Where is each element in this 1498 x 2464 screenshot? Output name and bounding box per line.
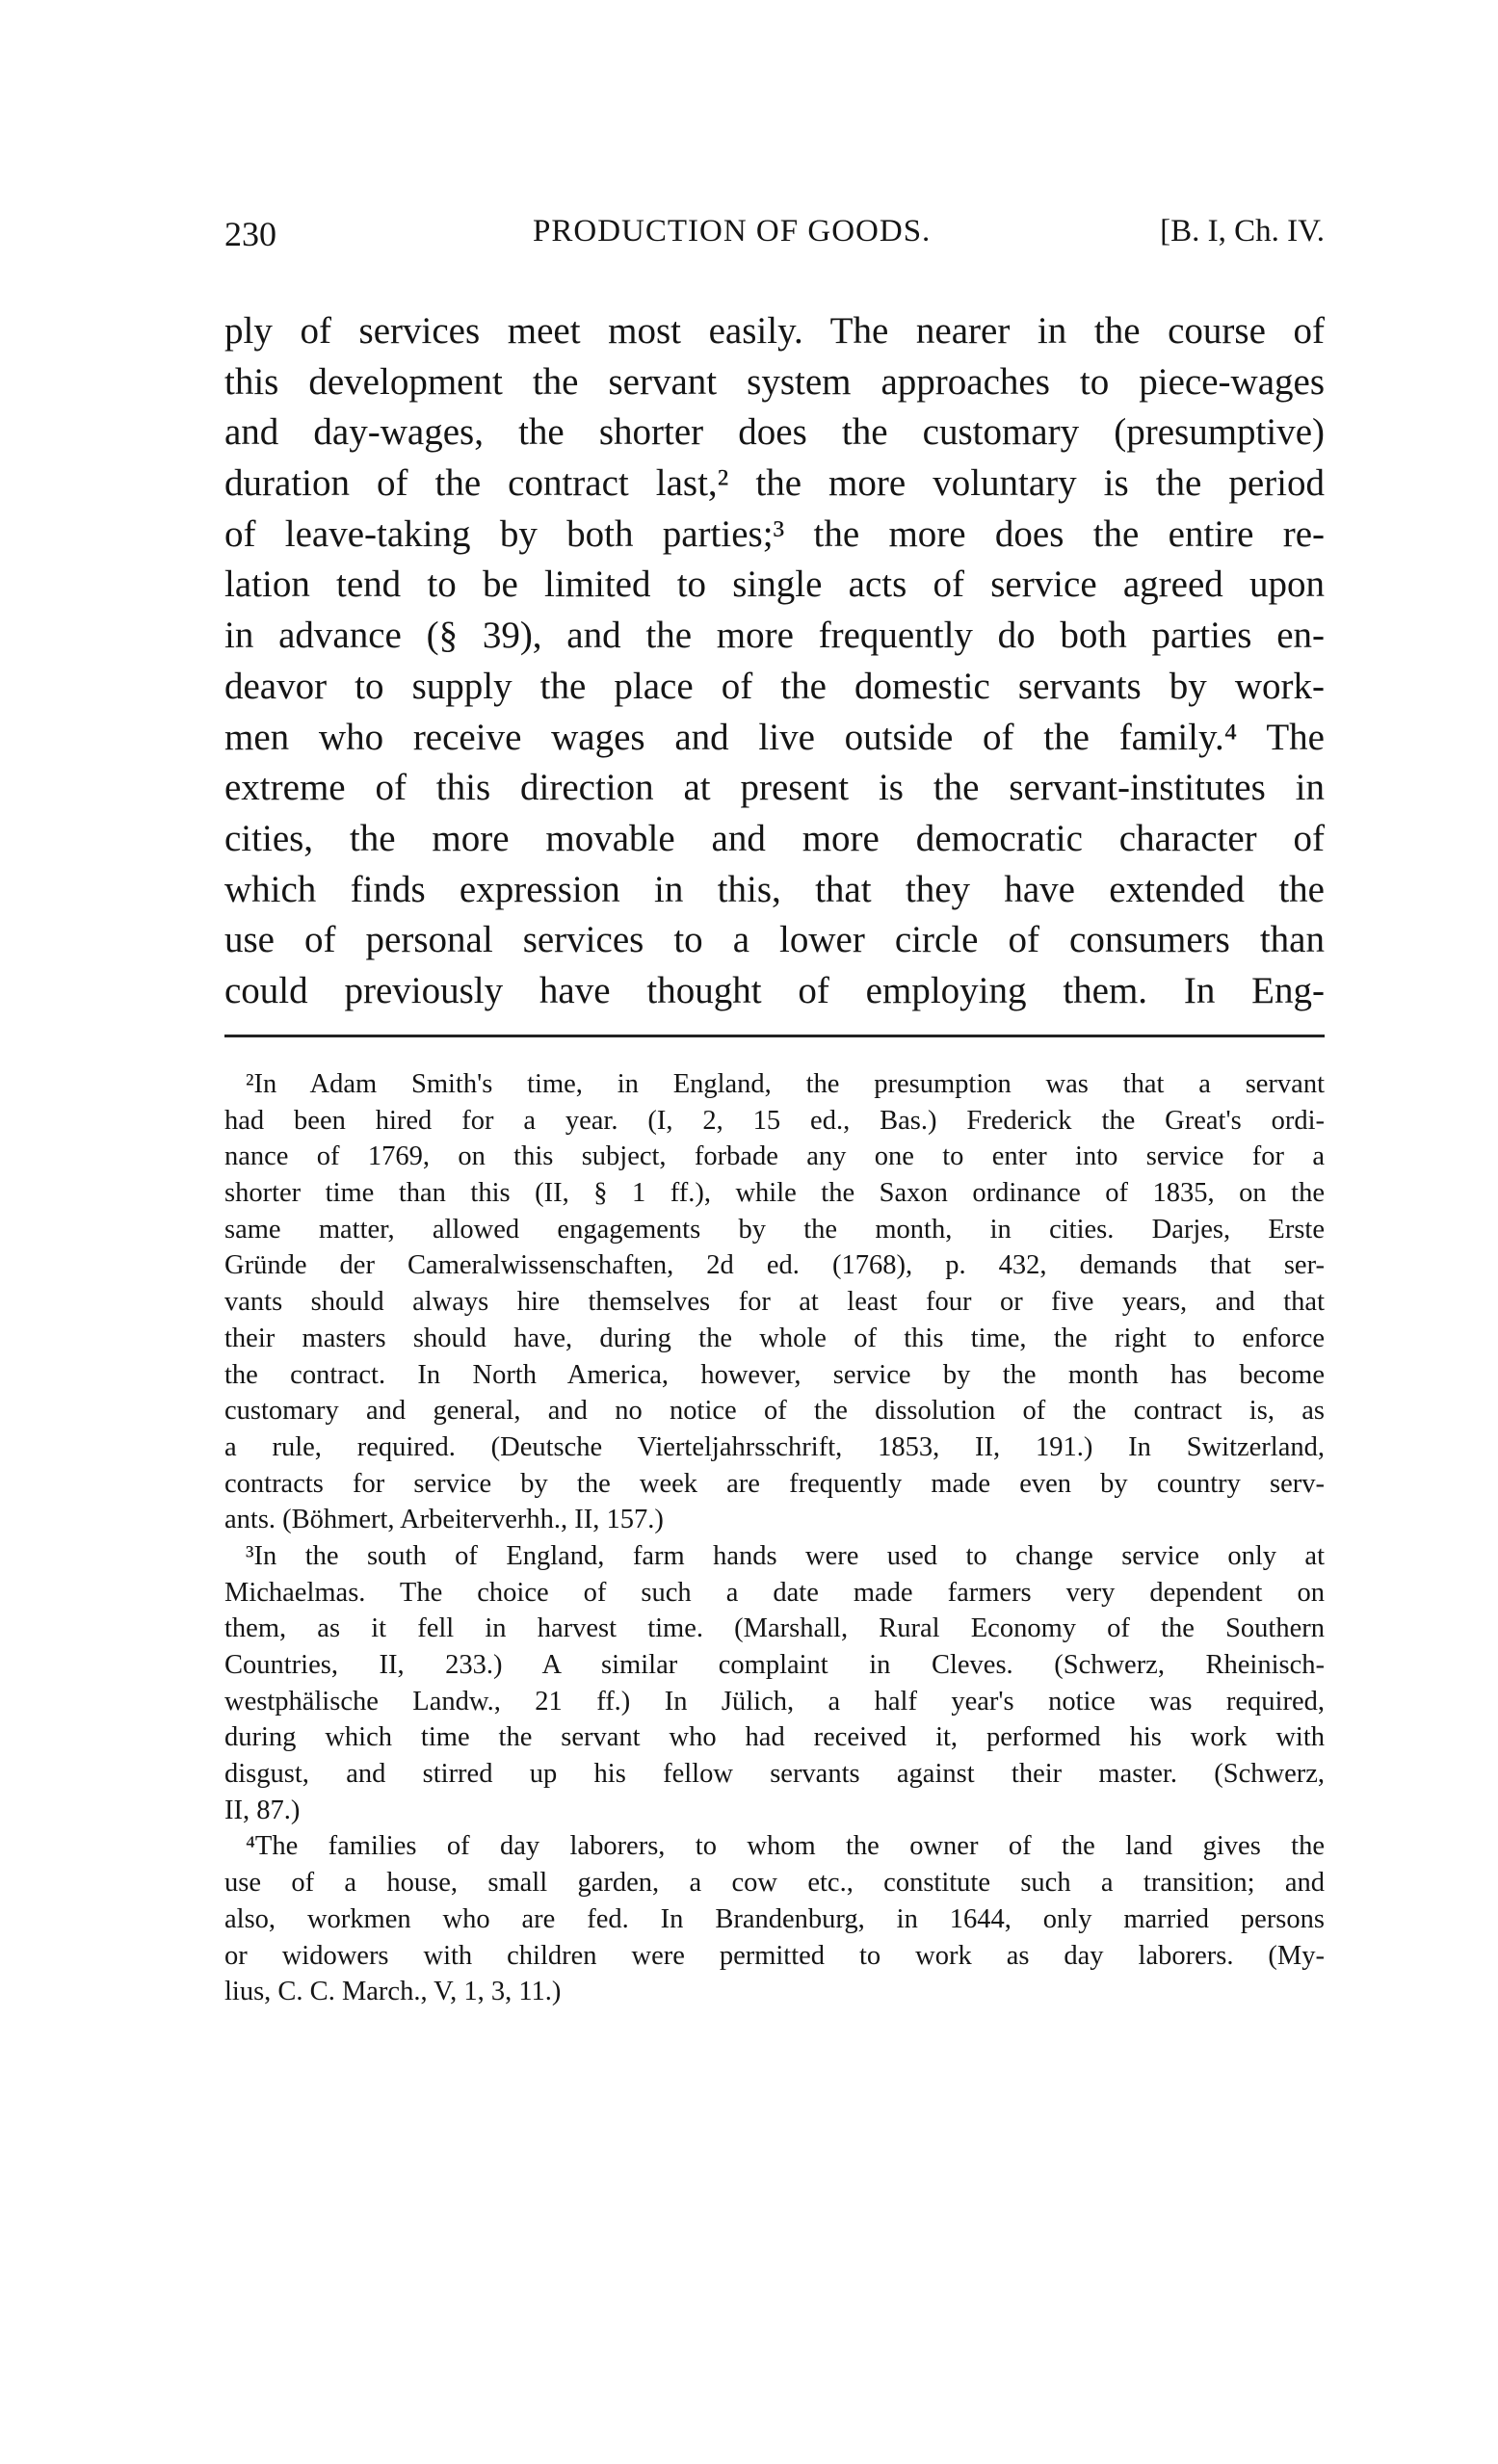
running-title: PRODUCTION OF GOODS.	[533, 214, 932, 249]
body-line: in advance (§ 39), and the more frequently do both parties en-	[224, 615, 1325, 657]
footnote-line: lius, C. C. March., V, 1, 3, 11.)	[224, 1977, 562, 2007]
footnote-line: ²In Adam Smith's time, in England, the presumption was that a servant	[246, 1069, 1325, 1099]
footnote-line: during which time the servant who had received it, performed his work with	[224, 1722, 1325, 1753]
footnote-line: westphälische Landw., 21 ff.) In Jülich, a half year's notice was required,	[224, 1686, 1325, 1717]
body-line: which finds expression in this, that they have extended the	[224, 868, 1325, 910]
footnote-line: or widowers with children were permitted to work as day laborers. (My-	[224, 1940, 1325, 1971]
footnote-line: ants. (Böhmert, Arbeiterverhh., II, 157.)	[224, 1505, 664, 1535]
body-line: extreme of this direction at present is the servant-institutes in	[224, 767, 1325, 809]
body-line: men who receive wages and live outside of the family.⁴ The	[224, 716, 1325, 758]
body-line: could previously have thought of employing them. In Eng-	[224, 969, 1325, 1011]
footnote-line: contracts for service by the week are frequently made even by country serv-	[224, 1468, 1325, 1499]
footnote-line: shorter time than this (II, § 1 ff.), while the Saxon ordinance of 1835, on the	[224, 1178, 1325, 1209]
footnote-line: vants should always hire themselves for at least four or five years, and that	[224, 1287, 1325, 1318]
body-line: this development the servant system approaches to piece-wages	[224, 360, 1325, 403]
footnote-line: Michaelmas. The choice of such a date made farmers very dependent on	[224, 1577, 1325, 1608]
footnote	[224, 1066, 1325, 1538]
body-text	[224, 306, 1325, 1017]
footnote-line: Gründe der Cameralwissenschaften, 2d ed. (1768), p. 432, demands that ser-	[224, 1250, 1325, 1281]
body-line: ply of services meet most easily. The nearer in the course of	[224, 310, 1325, 352]
footnote-line: nance of 1769, on this subject, forbade any one to enter into service for a	[224, 1141, 1325, 1172]
footnote	[224, 1828, 1325, 2009]
footnote-line: had been hired for a year. (I, 2, 15 ed., Bas.) Frederick the Great's ordi-	[224, 1105, 1325, 1136]
footnote-line: Countries, II, 233.) A similar complaint in Cleves. (Schwerz, Rheinisch-	[224, 1650, 1325, 1680]
body-line: cities, the more movable and more democratic character of	[224, 817, 1325, 859]
footnote-line: disgust, and stirred up his fellow servants against their master. (Schwerz,	[224, 1759, 1325, 1790]
footnote-divider	[224, 1035, 1325, 1037]
footnote-line: a rule, required. (Deutsche Vierteljahrsschrift, 1853, II, 191.) In Switzerland,	[224, 1431, 1325, 1462]
body-line: and day-wages, the shorter does the customary (presumptive)	[224, 411, 1325, 454]
footnote-line: same matter, allowed engagements by the month, in cities. Darjes, Erste	[224, 1214, 1325, 1245]
footnote-line: ³In the south of England, farm hands were used to change service only at	[246, 1540, 1325, 1571]
body-line: duration of the contract last,² the more voluntary is the period	[224, 462, 1325, 505]
footnote-line: use of a house, small garden, a cow etc., constitute such a transition; and	[224, 1868, 1325, 1899]
chapter-reference: [B. I, Ch. IV.	[1160, 214, 1325, 249]
body-line: deavor to supply the place of the domestic servants by work-	[224, 665, 1325, 707]
footnote-line: ⁴The families of day laborers, to whom the owner of the land gives the	[246, 1831, 1325, 1862]
page-number: 230	[224, 215, 276, 253]
body-line: lation tend to be limited to single acts of service agreed upon	[224, 564, 1325, 606]
footnote-line: them, as it fell in harvest time. (Marshall, Rural Economy of the Southern	[224, 1613, 1325, 1644]
body-line: of leave-taking by both parties;³ the more does the entire re-	[224, 512, 1325, 555]
footnotes	[224, 1066, 1325, 2010]
footnote	[224, 1538, 1325, 1829]
footnote-line: customary and general, and no notice of the dissolution of the contract is, as	[224, 1396, 1325, 1427]
footnote-line: their masters should have, during the whole of this time, the right to enforce	[224, 1323, 1325, 1353]
footnote-line: the contract. In North America, however, service by the month has become	[224, 1359, 1325, 1390]
running-header	[224, 214, 1325, 258]
footnote-line: also, workmen who are fed. In Brandenburg, in 1644, only married persons	[224, 1903, 1325, 1934]
footnote-line: II, 87.)	[224, 1795, 301, 1825]
body-line: use of personal services to a lower circle of consumers than	[224, 919, 1325, 961]
